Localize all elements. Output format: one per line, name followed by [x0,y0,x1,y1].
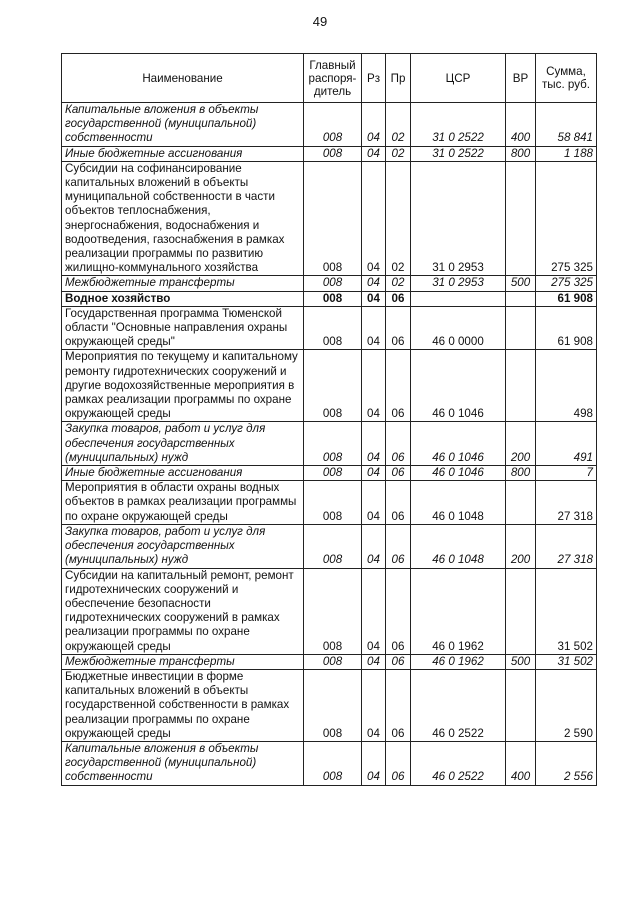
cell-csr: 46 0 1046 [411,350,506,422]
table-row [62,422,597,466]
cell-sum: 31 502 [536,654,597,669]
cell-csr: 31 0 2953 [411,161,506,276]
cell-rz: 04 [362,276,386,291]
cell-name: Мероприятия по текущему и капитальному ремонту гидротехнических сооружений и другие водохозяйственные мероприятия в рамках реализации программы по охране окружающей среды [62,350,304,422]
header-name: Наименование [62,54,304,103]
cell-sum: 61 908 [536,291,597,306]
cell-pr: 02 [386,161,411,276]
cell-rz: 04 [362,422,386,466]
cell-csr: 46 0 1048 [411,481,506,525]
cell-sum: 31 502 [536,568,597,654]
cell-rz: 04 [362,481,386,525]
cell-vr [506,568,536,654]
cell-gl: 008 [304,654,362,669]
cell-vr [506,291,536,306]
cell-pr: 02 [386,276,411,291]
cell-csr: 46 0 1046 [411,466,506,481]
cell-sum: 498 [536,350,597,422]
cell-sum: 27 318 [536,481,597,525]
budget-table [61,53,597,786]
cell-sum: 58 841 [536,103,597,147]
cell-sum: 2 556 [536,741,597,785]
cell-name: Закупка товаров, работ и услуг для обеспечения государственных (муниципальных) нужд [62,524,304,568]
cell-vr: 200 [506,524,536,568]
cell-gl: 008 [304,161,362,276]
header-gl-line3: дитель [313,84,352,98]
cell-csr: 46 0 1048 [411,524,506,568]
cell-csr: 46 0 1046 [411,422,506,466]
cell-name: Бюджетные инвестиции в форме капитальных вложений в объекты государственной собственности в рамках реализации программы по охране окружающей среды [62,669,304,741]
header-csr: ЦСР [411,54,506,103]
cell-sum: 7 [536,466,597,481]
cell-pr: 06 [386,466,411,481]
table-body [62,103,597,786]
cell-name: Капитальные вложения в объекты государственной (муниципальной) собственности [62,103,304,147]
table-row [62,291,597,306]
cell-rz: 04 [362,654,386,669]
cell-vr: 200 [506,422,536,466]
header-sum-line2: тыс. руб. [542,78,590,91]
cell-vr: 800 [506,146,536,161]
header-vr: ВР [506,54,536,103]
cell-pr: 06 [386,306,411,350]
cell-sum: 491 [536,422,597,466]
cell-name: Иные бюджетные ассигнования [62,466,304,481]
cell-csr: 31 0 2953 [411,276,506,291]
cell-gl: 008 [304,466,362,481]
cell-gl: 008 [304,422,362,466]
cell-name: Субсидии на капитальный ремонт, ремонт гидротехнических сооружений и обеспечение безопасности гидротехнических сооружений в рамках реализации программы по охране окружающей среды [62,568,304,654]
cell-gl: 008 [304,481,362,525]
cell-pr: 06 [386,422,411,466]
table-row [62,146,597,161]
cell-pr: 02 [386,103,411,147]
cell-pr: 06 [386,481,411,525]
cell-csr: 46 0 0000 [411,306,506,350]
cell-sum: 2 590 [536,669,597,741]
cell-pr: 06 [386,669,411,741]
cell-csr: 46 0 2522 [411,669,506,741]
table-row [62,306,597,350]
cell-rz: 04 [362,291,386,306]
header-gl-line2: распоря- [308,71,357,85]
cell-csr: 31 0 2522 [411,103,506,147]
cell-pr: 06 [386,524,411,568]
cell-csr: 46 0 1962 [411,654,506,669]
cell-vr: 400 [506,103,536,147]
cell-sum: 61 908 [536,306,597,350]
cell-vr: 800 [506,466,536,481]
cell-sum: 275 325 [536,276,597,291]
table-row [62,350,597,422]
cell-gl: 008 [304,103,362,147]
cell-gl: 008 [304,669,362,741]
cell-vr [506,481,536,525]
cell-csr: 46 0 2522 [411,741,506,785]
cell-name: Субсидии на софинансирование капитальных вложений в объекты муниципальной собственности в части объектов теплоснабжения, энергоснабжения, водоснабжения и водоотведения, газоснабжения в рамках реализации программы по развитию жилищно-коммунального хозяйства [62,161,304,276]
header-pr: Пр [386,54,411,103]
table-row [62,103,597,147]
cell-rz: 04 [362,306,386,350]
header-main-manager [304,54,362,103]
cell-vr [506,161,536,276]
cell-gl: 008 [304,568,362,654]
header-rz: Рз [362,54,386,103]
cell-gl: 008 [304,276,362,291]
cell-vr [506,306,536,350]
header-sum-line1: Сумма, [546,65,586,78]
cell-rz: 04 [362,103,386,147]
cell-gl: 008 [304,306,362,350]
cell-vr [506,350,536,422]
cell-name: Мероприятия в области охраны водных объектов в рамках реализации программы по охране окружающей среды [62,481,304,525]
cell-gl: 008 [304,146,362,161]
table-row [62,161,597,276]
cell-gl: 008 [304,741,362,785]
cell-rz: 04 [362,568,386,654]
cell-rz: 04 [362,524,386,568]
table-row [62,481,597,525]
cell-name: Иные бюджетные ассигнования [62,146,304,161]
cell-name: Межбюджетные трансферты [62,276,304,291]
cell-rz: 04 [362,669,386,741]
cell-csr: 31 0 2522 [411,146,506,161]
header-gl-line1: Главный [309,58,356,72]
cell-rz: 04 [362,466,386,481]
table-row [62,741,597,785]
cell-vr: 500 [506,654,536,669]
cell-rz: 04 [362,161,386,276]
cell-vr [506,669,536,741]
cell-rz: 04 [362,350,386,422]
table-row [62,466,597,481]
cell-rz: 04 [362,146,386,161]
cell-gl: 008 [304,291,362,306]
cell-gl: 008 [304,524,362,568]
cell-pr: 06 [386,654,411,669]
table-row [62,669,597,741]
table-row [62,276,597,291]
cell-vr: 500 [506,276,536,291]
cell-pr: 06 [386,291,411,306]
cell-name: Межбюджетные трансферты [62,654,304,669]
cell-csr [411,291,506,306]
cell-sum: 27 318 [536,524,597,568]
header-sum [536,54,597,103]
page-number: 49 [312,14,328,29]
cell-pr: 06 [386,568,411,654]
cell-sum: 1 188 [536,146,597,161]
cell-vr: 400 [506,741,536,785]
table-row [62,654,597,669]
table-header-row [62,54,597,103]
cell-pr: 06 [386,741,411,785]
cell-name: Водное хозяйство [62,291,304,306]
cell-gl: 008 [304,350,362,422]
cell-name: Капитальные вложения в объекты государственной (муниципальной) собственности [62,741,304,785]
table-row [62,568,597,654]
cell-rz: 04 [362,741,386,785]
cell-name: Государственная программа Тюменской области "Основные направления охраны окружающей среды" [62,306,304,350]
cell-pr: 02 [386,146,411,161]
cell-name: Закупка товаров, работ и услуг для обеспечения государственных (муниципальных) нужд [62,422,304,466]
cell-sum: 275 325 [536,161,597,276]
cell-csr: 46 0 1962 [411,568,506,654]
table-row [62,524,597,568]
cell-pr: 06 [386,350,411,422]
